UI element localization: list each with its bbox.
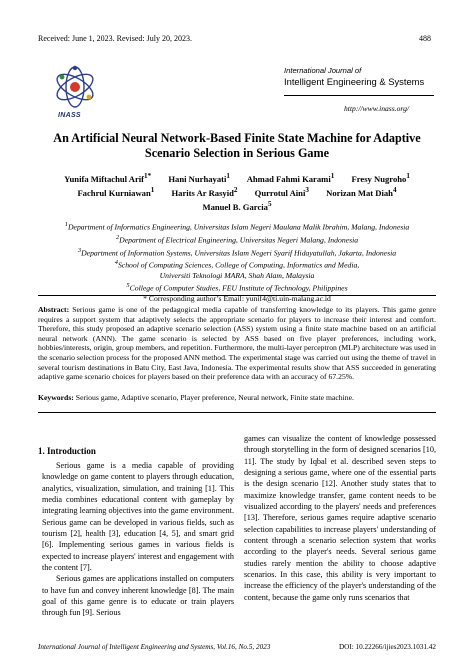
abstract-top-rule xyxy=(38,295,436,296)
affiliation: $^4$School of Computing Sciences, College of Computing, Informatics and Media, xyxy=(114,259,360,270)
paragraph: Serious game is a media capable of providing knowledge on game content to players through education, analytics, visualization, simulation, and training [1]. This media combines educational content with gameplay by integrating learning objectives into the game environment. Serious game can be developed in various fields, such as tourism [2], health [3], education [4, 5], and smart grid [6]. Implementing serious games in various fields is expected to increase players' interest and engagement with the content [7]. xyxy=(42,461,234,573)
author: Qurrotul Aini$^3$ xyxy=(254,186,309,199)
keywords-label: Keywords: xyxy=(38,393,74,402)
author: Yunifa Miftachul Arif$^{1*}$ xyxy=(64,172,152,184)
body-column-right xyxy=(244,433,436,603)
author-line-2 xyxy=(34,185,440,199)
affiliations xyxy=(36,220,438,304)
section-heading-introduction: 1. Introduction xyxy=(38,446,96,456)
paper-title: An Artificial Neural Network-Based Finite State Machine for Adaptive Scenario Selection in Serious Game xyxy=(53,131,421,160)
paragraph: Serious games are applications installed on computers to have fun and convey inherent knowledge [8]. The main goal of this game genre is to educate or train players through fun [9]. Serious xyxy=(42,574,234,618)
affiliation: $^1$Department of Informatics Engineering, Universitas Islam Negeri Maulana Malik Ibrahim, Malang, Indonesia xyxy=(64,221,410,232)
masthead-rule xyxy=(284,95,434,96)
author: Ahmad Fahmi Karami$^1$ xyxy=(246,172,335,184)
journal-url[interactable]: http://www.inass.org/ xyxy=(344,104,409,113)
paragraph: games can visualize the content of knowledge possessed through storytelling in the form of designed scenarios [10, 11]. The study by Iqbal et al. described seven steps to designing a serious game, where one of the essential parts is the design scenario [12]. Another study states that to maximize knowledge transfer, game content needs to be visualized according to the players' needs and preferences [13]. Therefore, serious games require adaptive scenario selection capabilities to increase players' understanding of content through a scenario selection system that works according to the player's needs. Several serious game studies rarely mention the ability to choose adaptive scenarios. In this case, this ability is very important to increase the efficiency of the player's understanding of the content, because the game only runs scenarios that xyxy=(244,434,436,602)
affiliation: $^2$Department of Electrical Engineering, Universitas Negeri Malang, Indonesia xyxy=(115,233,359,245)
corresponding-author: * Corresponding author’s Email: yunif4@ti.uin-malang.ac.id xyxy=(143,294,331,304)
abstract-bottom-rule xyxy=(38,412,436,413)
abstract-text: Serious game is one of the pedagogical media capable of transferring knowledge to its players. This game genre requires a support system that adaptively selects the appropriate scenario for players to increase their interest and comfort. Therefore, this study proposed an adaptive scenario selection (ASS) system using a finite state machine based on an artificial neural network (ANN). The game scenario is selected by ASS based on five player preferences, including work, hobbies/interests, origin, group members, and repetition. Furthermore, the multi-layer perceptron (MLP) architecture was used in the scenario selection process for the proposed ANN method. The experimental stage was carried out using the theme of travel in several tourism destinations in Batu City, East Java, Indonesia. The experimental results show that ASS succeeded in generating adaptive game scenario choices for players based on their preference data with an accuracy of 67.25%. xyxy=(38,305,436,382)
abstract xyxy=(38,305,436,382)
affiliation: Universiti Teknologi MARA, Shah Alam, Malaysia xyxy=(159,271,315,281)
inass-logo-icon xyxy=(52,64,98,110)
author: Manuel B. Garcia$^5$ xyxy=(202,200,272,213)
author: Fachrul Kurniawan$^1$ xyxy=(77,186,155,199)
journal-name-line1: International Journal of xyxy=(284,66,362,75)
author: Fresy Nugroho$^1$ xyxy=(351,172,410,184)
inass-logo-text: INASS xyxy=(58,112,81,119)
keywords xyxy=(38,393,436,403)
journal-name-line2: Intelligent Engineering & Systems xyxy=(284,76,425,87)
keywords-text: Serious game, Adaptive scenario, Player preference, Neural network, Finite state machine. xyxy=(75,393,354,402)
author: Norizan Mat Diah$^4$ xyxy=(326,186,397,199)
footer-journal-reference: International Journal of Intelligent Engineering and Systems, Vol.16, No.5, 2023 xyxy=(38,643,271,651)
page-number: 488 xyxy=(419,34,431,43)
affiliation: $^3$Department of Information Systems, Universitas Islam Negeri Syarif Hidayatullah, Jakarta, Indonesia xyxy=(77,246,397,258)
journal-masthead xyxy=(284,66,434,87)
footer-doi[interactable]: DOI: 10.22266/ijies2023.1031.42 xyxy=(338,643,436,651)
page-footer xyxy=(38,643,436,651)
author-line-3 xyxy=(34,199,440,213)
author: Harits Ar Rasyid$^2$ xyxy=(171,186,238,199)
abstract-label: Abstract: xyxy=(38,305,70,314)
received-revised-dates: Received: June 1, 2023. Revised: July 20, 2023. xyxy=(38,34,192,43)
author-list xyxy=(34,171,440,213)
body-column-left xyxy=(42,460,234,619)
affiliation: $^5$College of Computer Studies, FEU Institute of Technology, Philippines xyxy=(126,282,348,293)
author: Hani Nurhayati$^1$ xyxy=(168,172,230,184)
author-line-1 xyxy=(34,171,440,185)
